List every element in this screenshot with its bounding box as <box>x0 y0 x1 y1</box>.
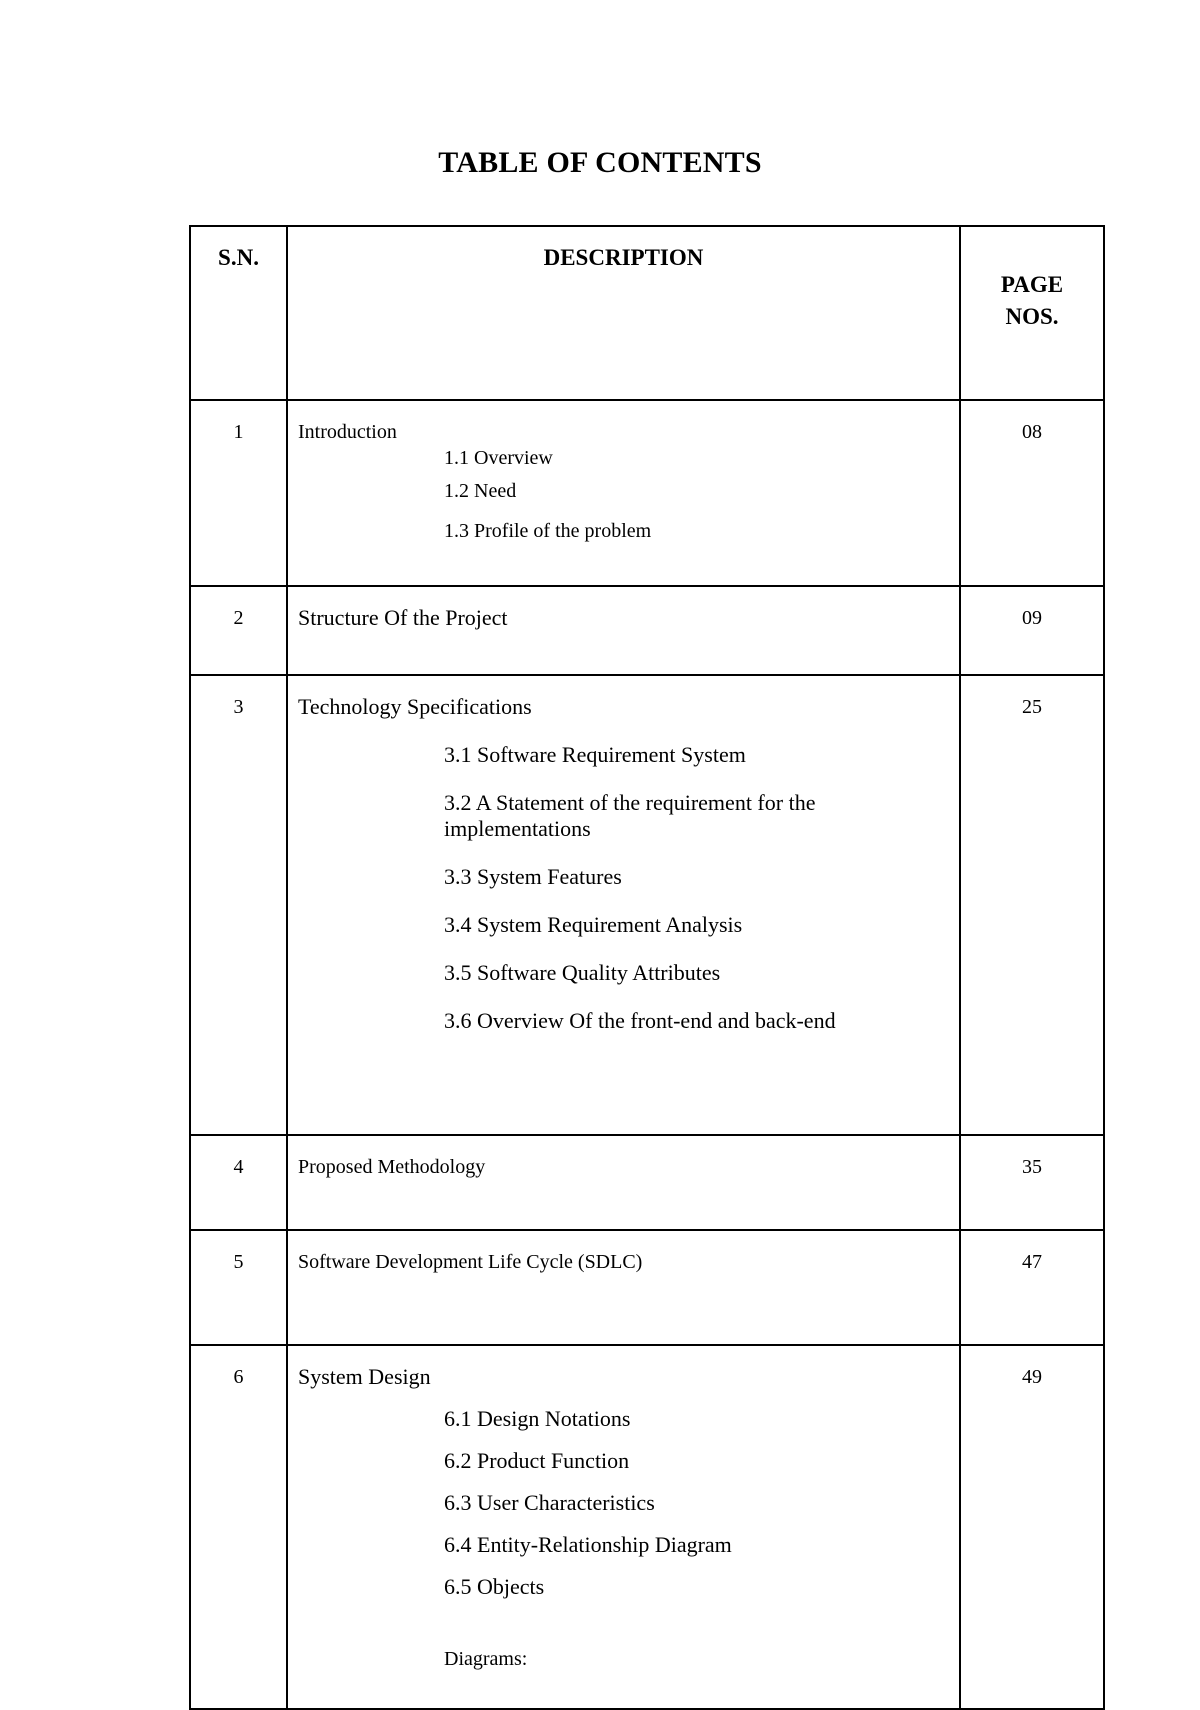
row-page-number: 09 <box>960 586 1104 675</box>
sub-section-list <box>298 445 959 551</box>
header-description: DESCRIPTION <box>287 226 960 400</box>
table-row <box>190 586 1104 675</box>
sub-section-item: 3.5 Software Quality Attributes <box>444 960 721 985</box>
row-description <box>287 400 960 586</box>
row-sn: 2 <box>190 586 287 675</box>
header-page-line2: NOS. <box>1005 304 1059 329</box>
row-page-number: 47 <box>960 1230 1104 1345</box>
sub-section-item: 6.1 Design Notations <box>444 1406 631 1431</box>
row-sn: 3 <box>190 675 287 1135</box>
row-page-number: 49 <box>960 1345 1104 1709</box>
row-sn: 1 <box>190 400 287 586</box>
table-row <box>190 1230 1104 1345</box>
sub-section-item: 3.6 Overview Of the front-end and back-end <box>444 1008 836 1033</box>
row-title: Introduction <box>298 421 397 443</box>
sub-section-item: 1.1 Overview <box>444 447 553 469</box>
sub-section-item: 1.3 Profile of the problem <box>444 520 652 542</box>
row-sn: 5 <box>190 1230 287 1345</box>
row-page-number: 25 <box>960 675 1104 1135</box>
table-row <box>190 1345 1104 1709</box>
header-sn: S.N. <box>190 226 287 400</box>
sub-section-list <box>298 742 959 1034</box>
row-description <box>287 1135 960 1230</box>
sub-section-list <box>298 1406 959 1600</box>
row-sn: 6 <box>190 1345 287 1709</box>
row-title: System Design <box>298 1364 431 1389</box>
page-title: TABLE OF CONTENTS <box>438 146 762 179</box>
row-page-number: 35 <box>960 1135 1104 1230</box>
table-row <box>190 400 1104 586</box>
sub-section-item: 3.2 A Statement of the requirement for the implementations <box>444 790 816 841</box>
header-page-line1: PAGE <box>1000 272 1064 297</box>
row-description <box>287 586 960 675</box>
table-header-row <box>190 226 1104 400</box>
row-description <box>287 1230 960 1345</box>
toc-table <box>189 225 1105 1710</box>
sub-section-item: 6.3 User Characteristics <box>444 1490 655 1515</box>
header-page-nos <box>960 226 1104 400</box>
sub-section-item: 3.1 Software Requirement System <box>444 742 746 767</box>
sub-section-item: 6.4 Entity-Relationship Diagram <box>444 1532 732 1557</box>
sub-section-item: 1.2 Need <box>444 480 517 502</box>
row-sn: 4 <box>190 1135 287 1230</box>
row-title: Proposed Methodology <box>298 1156 486 1178</box>
row-page-number: 08 <box>960 400 1104 586</box>
table-row <box>190 675 1104 1135</box>
sub-section-item: 6.5 Objects <box>444 1574 545 1599</box>
table-row <box>190 1135 1104 1230</box>
row-title: Software Development Life Cycle (SDLC) <box>298 1251 643 1273</box>
sub-section-item: 3.3 System Features <box>444 864 622 889</box>
row-title: Structure Of the Project <box>298 605 508 630</box>
sub-section-item: 6.2 Product Function <box>444 1448 630 1473</box>
row-title: Technology Specifications <box>298 694 532 719</box>
sub-section-item: 3.4 System Requirement Analysis <box>444 912 743 937</box>
diagrams-label: Diagrams: <box>444 1648 528 1670</box>
row-description <box>287 1345 960 1709</box>
row-description <box>287 675 960 1135</box>
